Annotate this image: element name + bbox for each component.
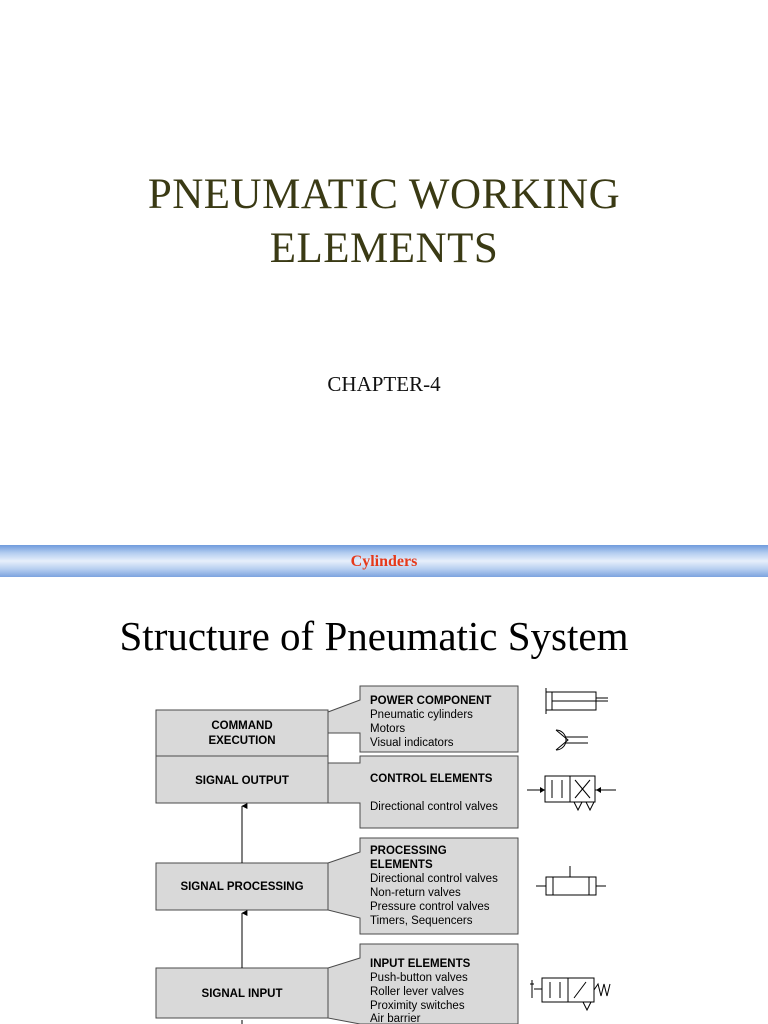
- right-box-item: Roller lever valves: [370, 986, 464, 998]
- right-box-heading: CONTROL ELEMENTS: [370, 773, 493, 785]
- right-box-item: Proximity switches: [370, 1000, 465, 1012]
- right-box-item: Non-return valves: [370, 887, 461, 899]
- left-box-label: COMMAND: [211, 720, 273, 732]
- right-box-item: Directional control valves: [370, 873, 498, 885]
- right-box-control-elements: [328, 756, 518, 828]
- right-box-heading: POWER COMPONENT: [370, 695, 492, 707]
- directional-valve-symbol: [527, 776, 616, 810]
- right-box-item: Timers, Sequencers: [370, 915, 473, 927]
- right-box-item: Pneumatic cylinders: [370, 709, 473, 721]
- push-button-valve-symbol: [530, 978, 610, 1010]
- cylinder-symbol: [546, 688, 608, 714]
- left-box-label: EXECUTION: [208, 735, 276, 747]
- left-box-command-execution: [156, 710, 328, 756]
- slide-title-line-1: PNEUMATIC WORKING: [147, 171, 621, 218]
- processing-valve-symbol: [536, 866, 606, 895]
- right-box-heading: PROCESSING: [370, 845, 447, 857]
- left-box-label: SIGNAL PROCESSING: [180, 881, 304, 893]
- motor-symbol: [556, 730, 588, 750]
- chapter-label: CHAPTER-4: [327, 372, 441, 396]
- right-box-item: Push-button valves: [370, 972, 468, 984]
- right-box-item: Air barrier: [370, 1013, 421, 1024]
- slide-title-line-2: ELEMENTS: [269, 225, 499, 272]
- structure-title: Structure of Pneumatic System: [119, 613, 629, 659]
- right-box-item: Visual indicators: [370, 737, 454, 749]
- right-box-heading: INPUT ELEMENTS: [370, 958, 471, 970]
- left-box-label: SIGNAL INPUT: [201, 988, 283, 1000]
- right-box-item: Directional control valves: [370, 801, 498, 813]
- right-box-item: Pressure control valves: [370, 901, 490, 913]
- header-band: [0, 545, 768, 577]
- right-box-item: Motors: [370, 723, 406, 735]
- right-box-input-elements: [328, 944, 518, 1024]
- left-box-label: SIGNAL OUTPUT: [195, 775, 289, 787]
- header-band-label: Cylinders: [350, 553, 418, 570]
- right-box-heading: ELEMENTS: [370, 859, 433, 871]
- slide-title: [0, 168, 768, 276]
